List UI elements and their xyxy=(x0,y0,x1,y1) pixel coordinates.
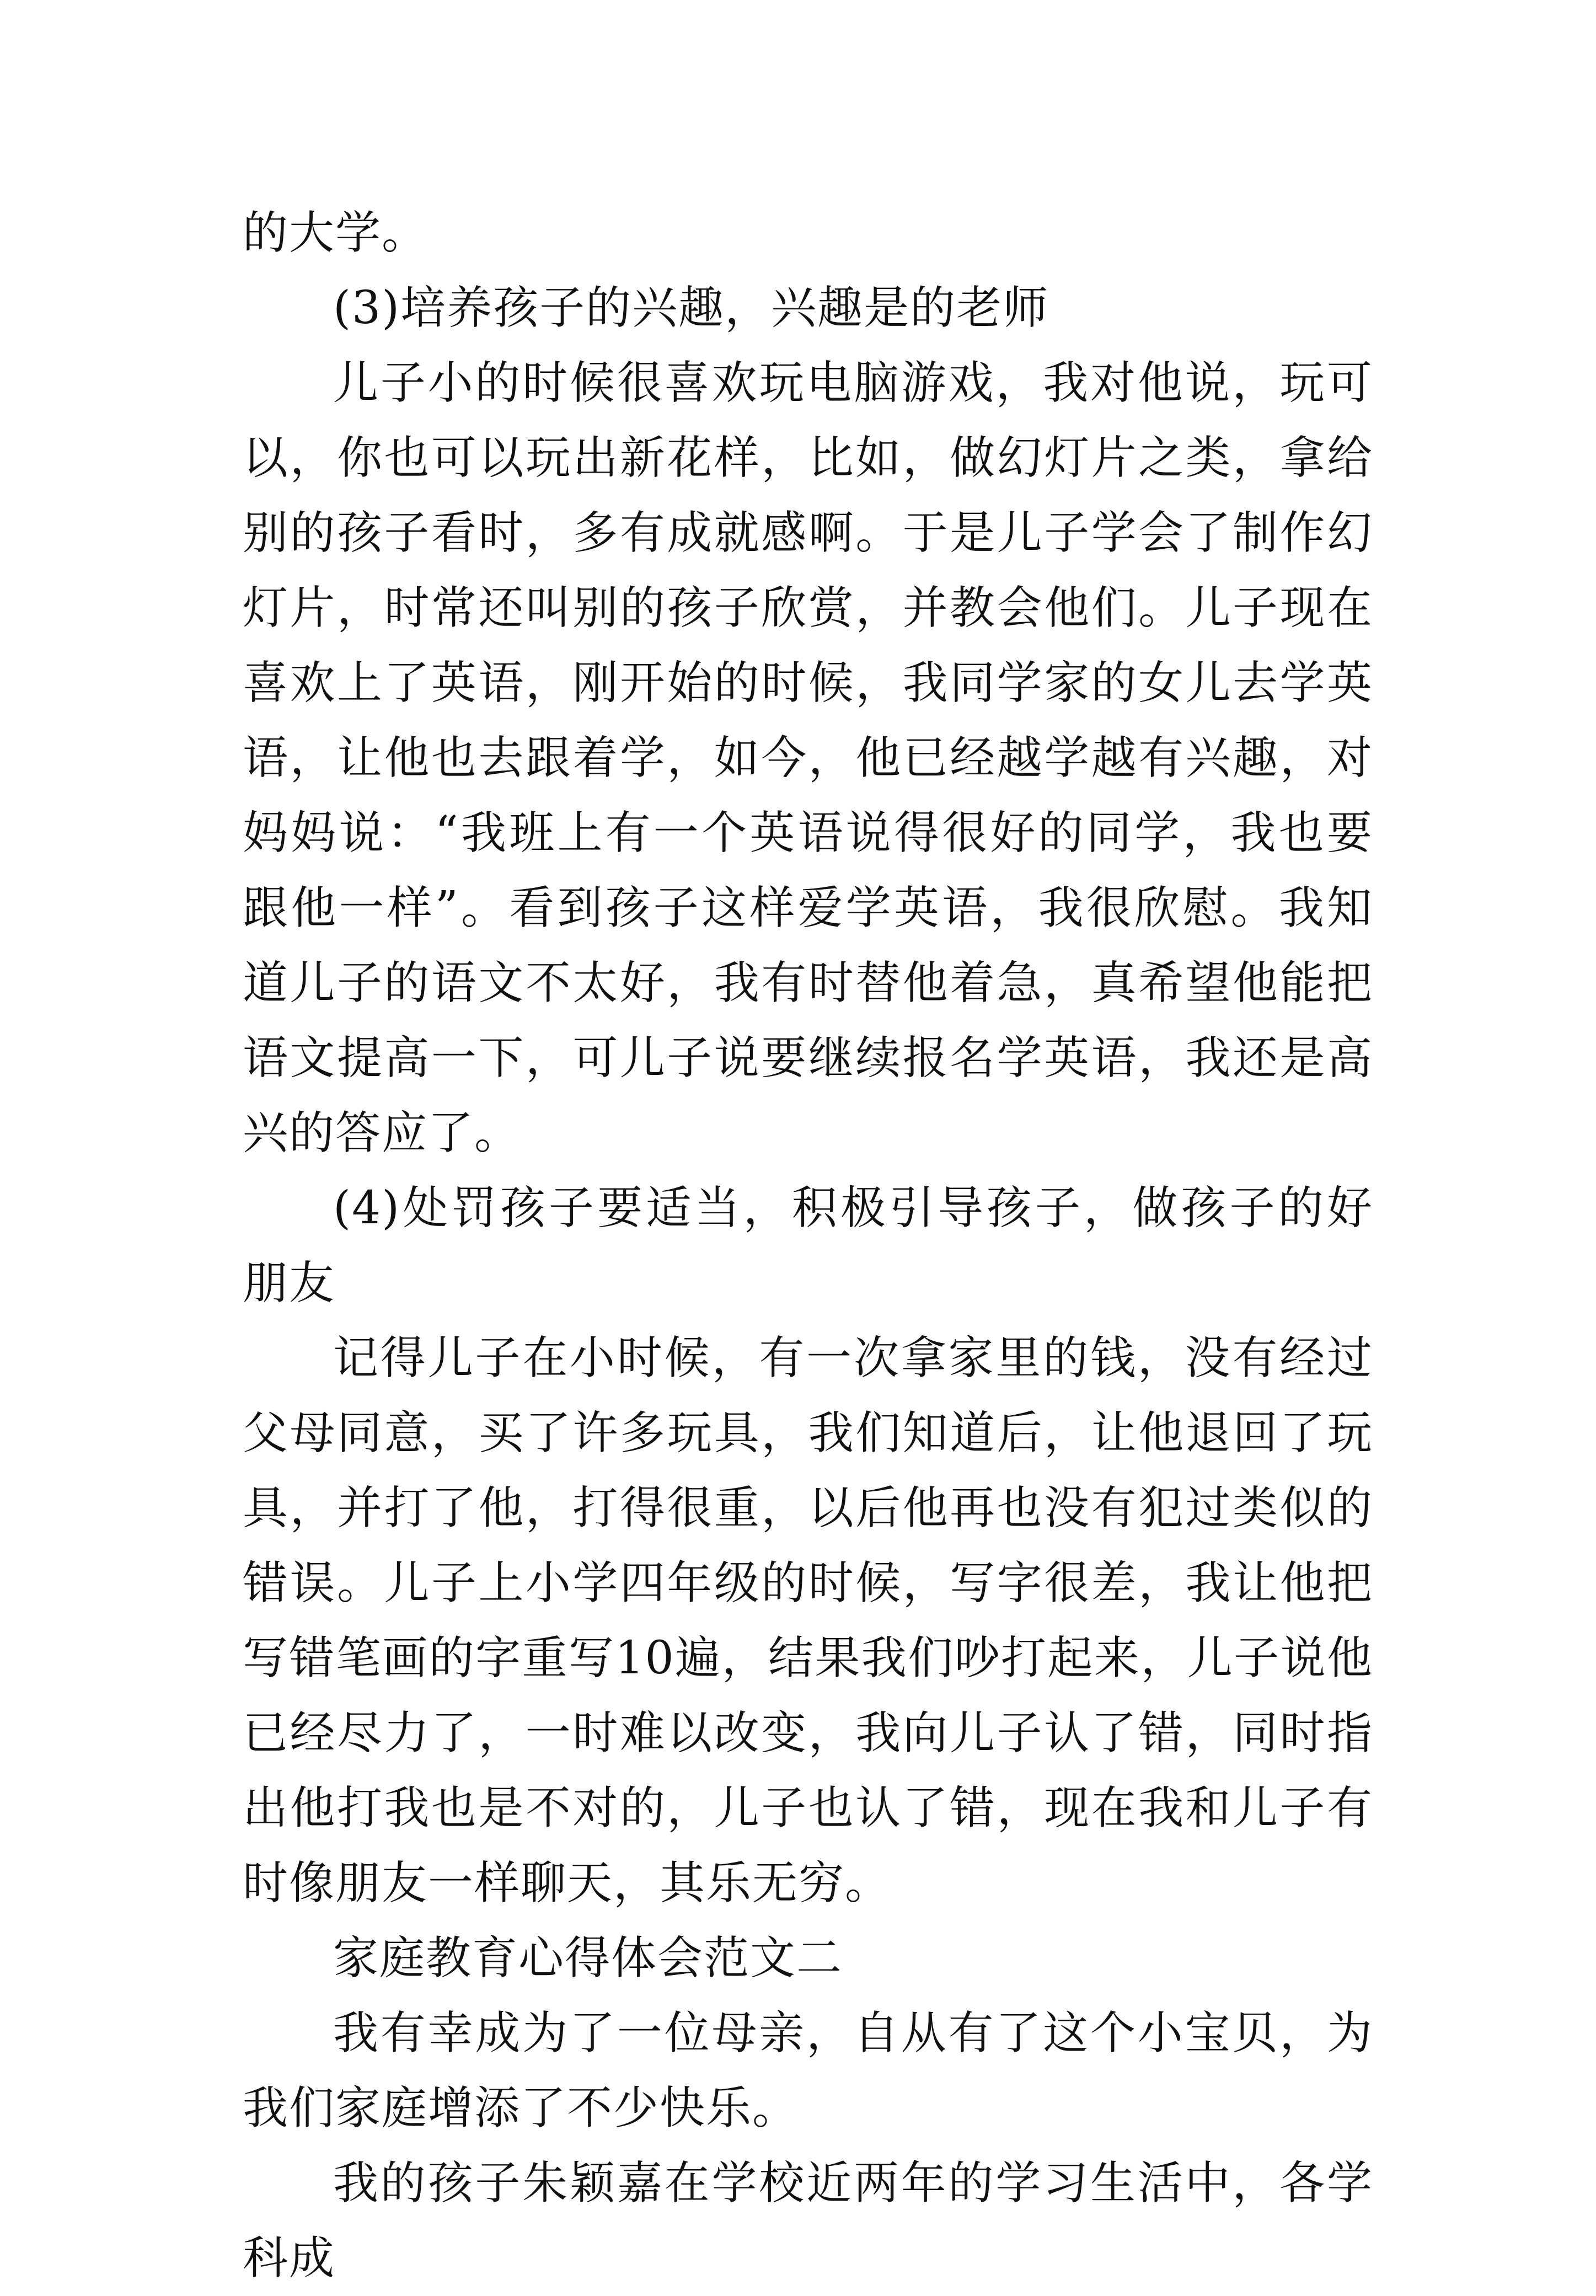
paragraph-continuation: 的大学。 xyxy=(243,207,429,259)
paragraph-interest: 儿子小的时候很喜欢玩电脑游戏，我对他说，玩可以，你也可以玩出新花样，比如，做幻灯片之类，拿给别的孩子看时，多有成就感啊。于是儿子学会了制作幻灯片，时常还叫别的孩子欣赏，并教会他们。儿子现在喜欢上了英语，刚开始的时候，我同学家的女儿去学英语，让他也去跟着学，如今，他已经越学越有兴趣，对妈妈说：“我班上有一个英语说得很好的同学，我也要跟他一样”。看到孩子这样爱学英语，我很欣慰。我知道儿子的语文不太好，我有时替他着急，真希望他能把语文提高一下，可儿子说要继续报名学英语，我还是高兴的答应了。 xyxy=(243,357,1373,1159)
essay-title-2: 家庭教育心得体会范文二 xyxy=(333,1932,843,1984)
document-body xyxy=(243,196,1373,2296)
paragraph-child: 我的孩子朱颖嘉在学校近两年的学习生活中，各学科成 xyxy=(243,2157,1373,2284)
paragraph-mother: 我有幸成为了一位母亲，自从有了这个小宝贝，为我们家庭增添了不少快乐。 xyxy=(243,2007,1373,2134)
paragraph-punishment: 记得儿子在小时候，有一次拿家里的钱，没有经过父母同意，买了许多玩具，我们知道后，让他退回了玩具，并打了他，打得很重，以后他再也没有犯过类似的错误。儿子上小学四年级的时候，写字很差，我让他把写错笔画的字重写10遍，结果我们吵打起来，儿子说他已经尽力了，一时难以改变，我向儿子认了错，同时指出他打我也是不对的，儿子也认了错，现在我和儿子有时像朋友一样聊天，其乐无穷。 xyxy=(243,1332,1373,1909)
section-heading-4: (4)处罚孩子要适当，积极引导孩子，做孩子的好朋友 xyxy=(243,1182,1373,1309)
section-heading-3: (3)培养孩子的兴趣，兴趣是的老师 xyxy=(333,282,1049,334)
